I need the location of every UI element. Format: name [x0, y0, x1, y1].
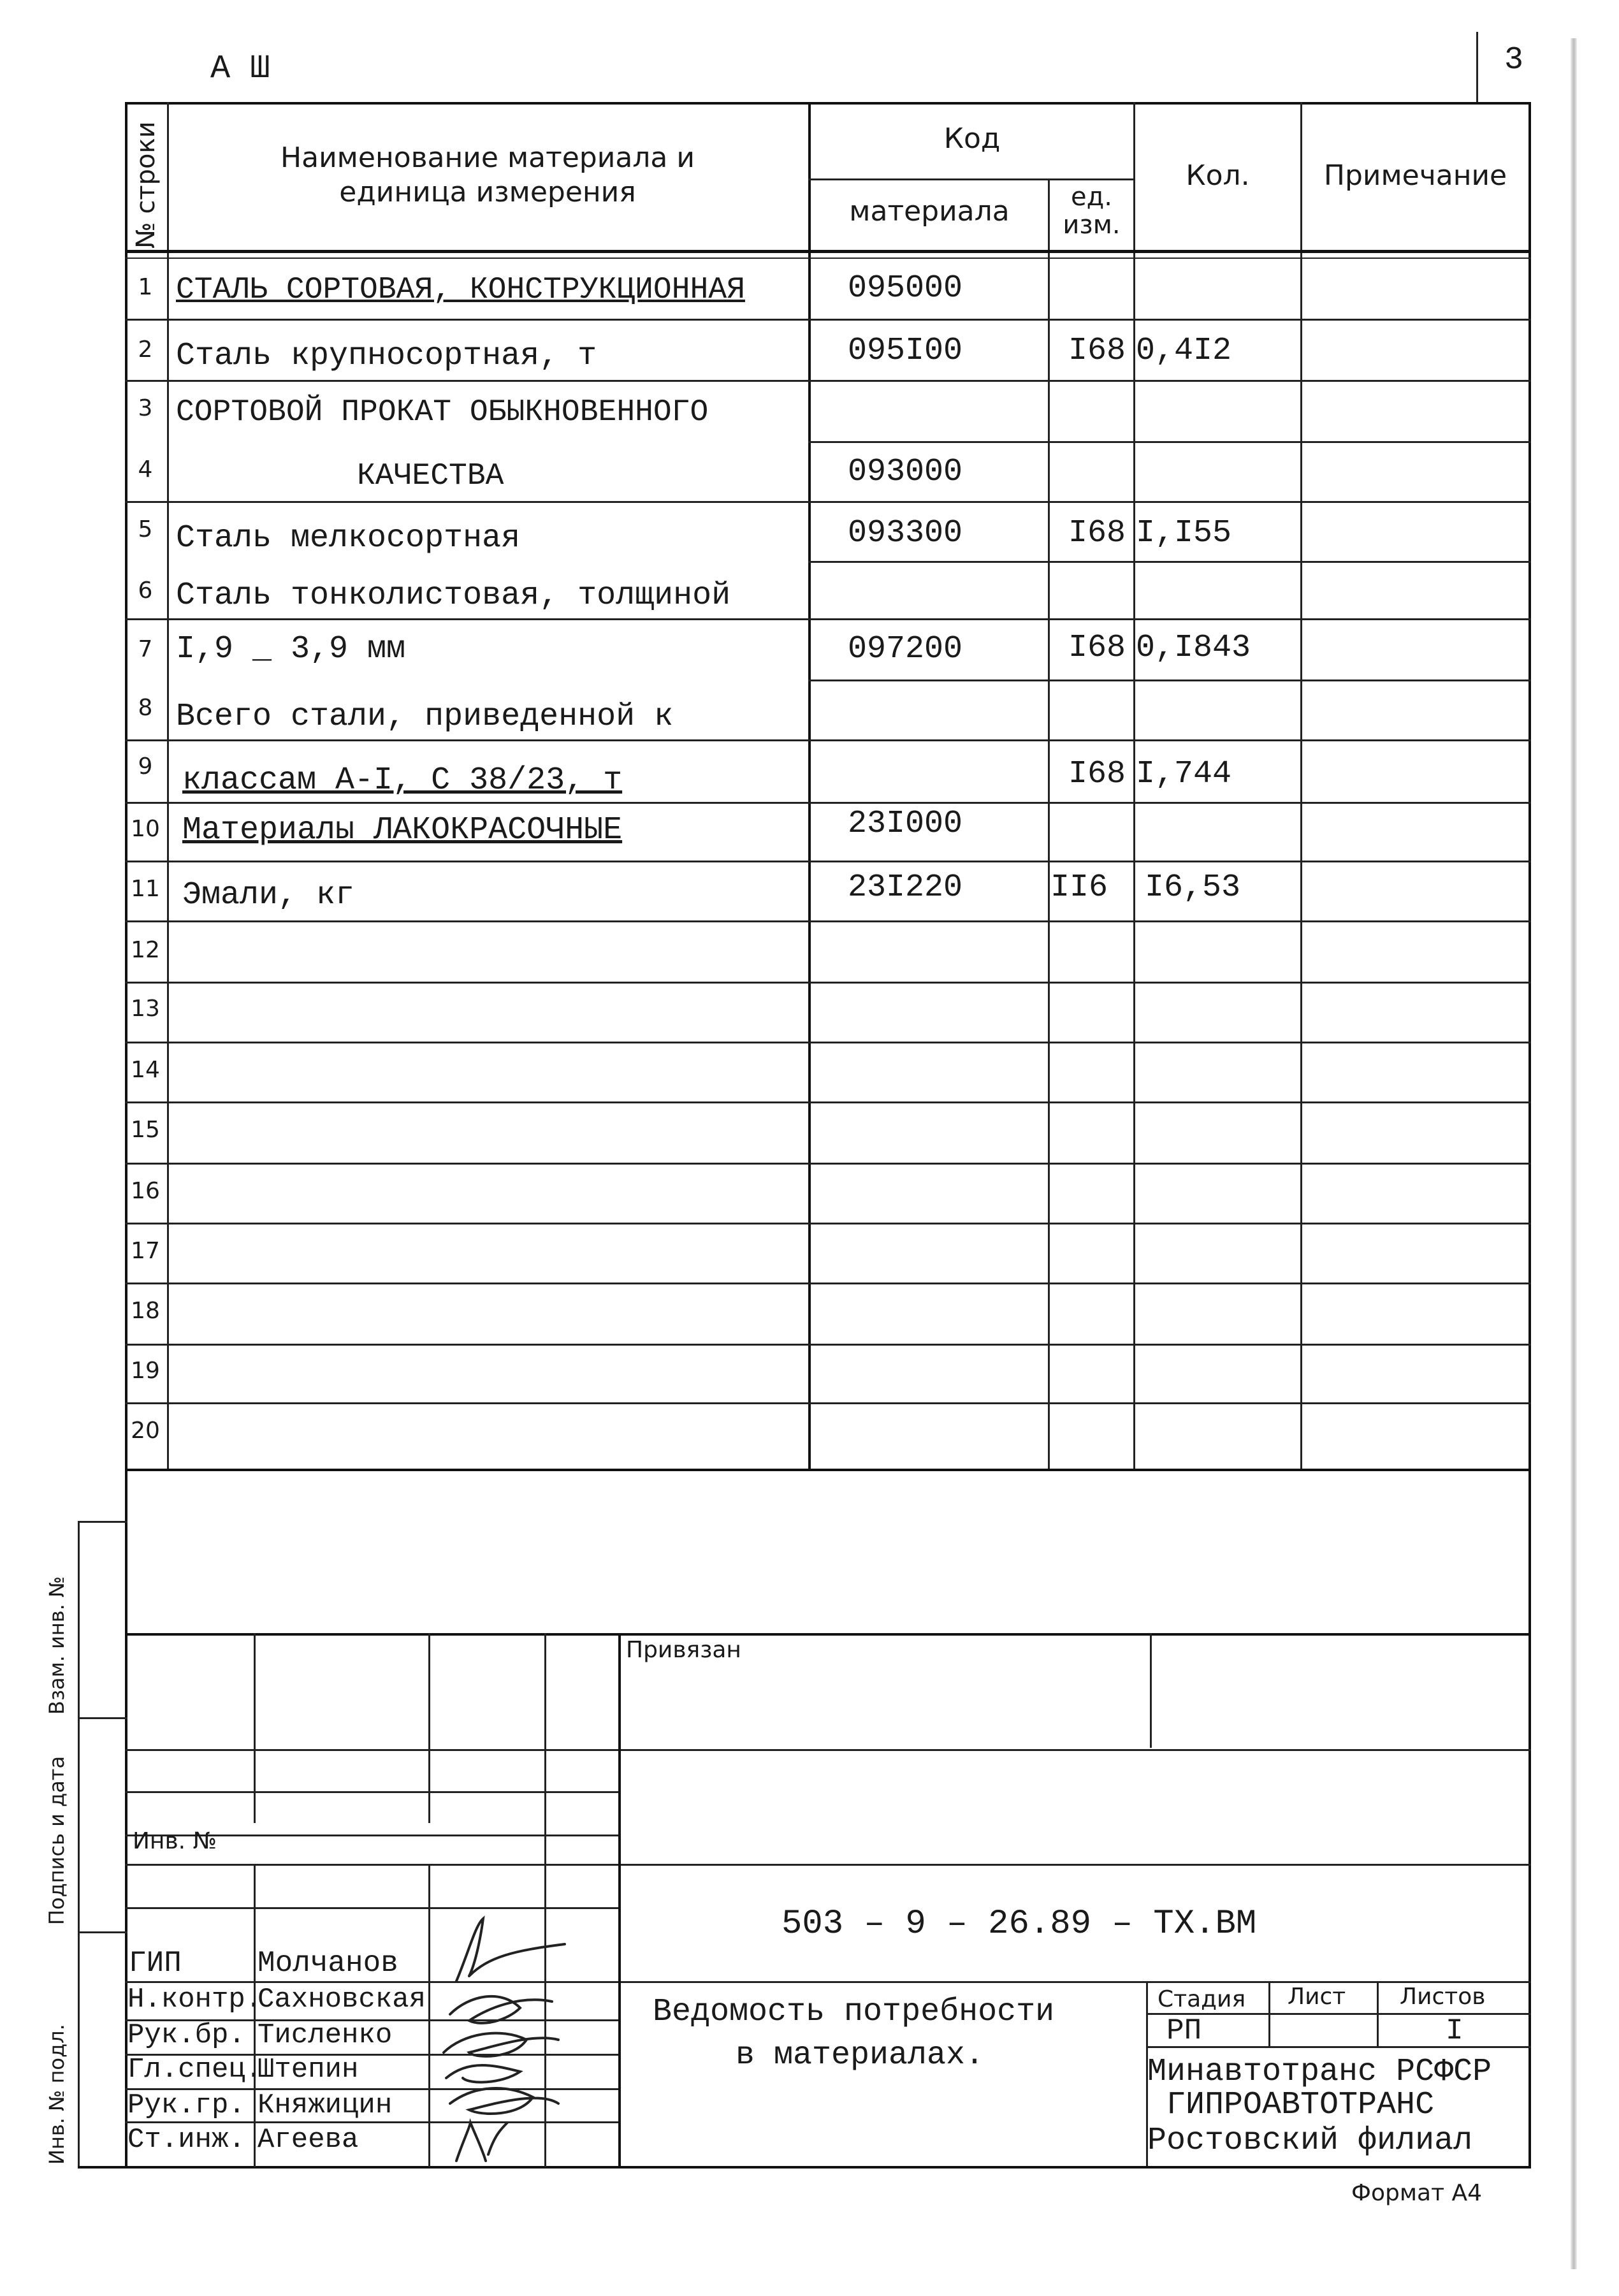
material-unit: I68 [1068, 630, 1126, 666]
row-number: 13 [131, 996, 160, 1022]
scan-edge [1571, 38, 1577, 2269]
sheet-label: Лист [1288, 1984, 1346, 2010]
document-title-line2: в материалах. [736, 2037, 985, 2074]
material-qty: I6,53 [1145, 869, 1241, 906]
material-name: Эмали, кг [182, 877, 355, 913]
sheets-value: I [1446, 2014, 1463, 2047]
role-rukbr: Рук.бр. [127, 2019, 245, 2051]
role-rukgr: Рук.гр. [127, 2089, 245, 2121]
row-number: 11 [131, 876, 160, 902]
name-rukbr: Тисленко [258, 2019, 393, 2051]
row-number: 4 [138, 456, 153, 483]
material-code: 23I220 [848, 869, 963, 906]
row-number: 2 [138, 337, 153, 363]
page-number: 3 [1504, 42, 1524, 78]
material-name: Сталь мелкосортная [176, 520, 521, 556]
document-title-line1: Ведомость потребности [653, 1994, 1055, 2030]
role-nkontr: Н.контр. [127, 1984, 263, 2016]
row-number: 12 [131, 937, 160, 963]
material-qty: 0,4I2 [1136, 333, 1232, 369]
header-row-no: № строки [131, 121, 161, 249]
material-name: Материалы ЛАКОКРАСОЧНЫЕ [182, 812, 623, 848]
material-unit: I68 [1068, 515, 1126, 551]
org-line1: Минавтотранс РСФСР [1147, 2054, 1492, 2090]
org-line3: Ростовский филиал [1147, 2123, 1473, 2159]
row-number: 15 [131, 1117, 160, 1143]
material-name: классам А-I, С 38/23, т [182, 762, 623, 799]
material-code: 23I000 [848, 806, 963, 842]
inv-no-label: Инв. № [133, 1828, 217, 1854]
material-code: 093300 [848, 515, 963, 551]
header-code: Код [943, 122, 1001, 155]
row-number: 18 [131, 1298, 160, 1324]
material-unit: II6 [1050, 869, 1108, 906]
name-nkontr: Сахновская [258, 1984, 426, 2016]
material-code: 093000 [848, 454, 963, 490]
header-qty: Кол. [1186, 159, 1250, 192]
role-stinzh: Ст.инж. [127, 2124, 245, 2156]
row-number: 20 [131, 1418, 160, 1444]
stage-value: РП [1166, 2014, 1202, 2047]
name-stinzh: Агеева [258, 2124, 359, 2156]
material-name: СТАЛЬ СОРТОВАЯ, КОНСТРУКЦИОННАЯ [176, 273, 745, 307]
row-number: 1 [138, 274, 153, 300]
row-number: 19 [131, 1358, 160, 1384]
row-number: 3 [138, 395, 153, 421]
header-note: Примечание [1323, 159, 1507, 192]
header-name-line1: Наименование материала и [280, 142, 695, 174]
material-qty: I,744 [1136, 756, 1232, 792]
material-qty: I,I55 [1136, 515, 1232, 551]
material-code: 095I00 [848, 333, 963, 369]
vzam-inv-label: Взам. инв. № [45, 1576, 69, 1715]
material-name: СОРТОВОЙ ПРОКАТ ОБЫКНОВЕННОГО [176, 395, 709, 430]
row-number: 5 [138, 516, 153, 542]
name-rukgr: Княжицин [258, 2089, 393, 2121]
material-unit: I68 [1068, 756, 1126, 792]
material-qty: 0,I843 [1136, 630, 1251, 666]
privyazan-label: Привязан [626, 1637, 741, 1663]
material-name: КАЧЕСТВА [357, 459, 504, 493]
header-unit-line1: ед. [1071, 182, 1112, 212]
corner-mark: А Ш [210, 50, 270, 87]
inv-podl-label: Инв. № подл. [45, 2024, 69, 2165]
format-label: Формат А4 [1351, 2180, 1483, 2206]
role-gip: ГИП [129, 1947, 182, 1980]
role-glspec: Гл.спец. [127, 2054, 263, 2086]
header-unit-line2: изм. [1063, 210, 1121, 240]
row-number: 9 [138, 753, 153, 780]
podpis-data-label: Подпись и дата [45, 1755, 69, 1925]
document-code: 503 – 9 – 26.89 – ТХ.ВМ [781, 1905, 1257, 1944]
name-glspec: Штепин [258, 2054, 359, 2086]
material-code: 097200 [848, 631, 963, 667]
material-name: I,9 _ 3,9 мм [176, 631, 406, 667]
row-number: 8 [138, 695, 153, 721]
stage-label: Стадия [1158, 1986, 1246, 2012]
material-code: 095000 [848, 270, 963, 307]
header-material: материала [849, 195, 1010, 228]
row-number: 14 [131, 1057, 160, 1083]
material-name: Сталь тонколистовая, толщиной [176, 578, 731, 614]
sheets-label: Листов [1400, 1984, 1486, 2010]
row-number: 10 [131, 816, 160, 842]
signature-scribbles [431, 1912, 584, 2167]
row-number: 16 [131, 1178, 160, 1204]
org-line2: ГИПРОАВТОТРАНС [1166, 2087, 1435, 2123]
row-number: 6 [138, 578, 153, 604]
material-name: Всего стали, приведенной к [176, 699, 674, 735]
row-number: 17 [131, 1238, 160, 1264]
material-name: Сталь крупносортная, т [176, 338, 597, 374]
name-gip: Молчанов [258, 1947, 398, 1980]
header-name-line2: единица измерения [339, 176, 636, 208]
material-unit: I68 [1068, 333, 1126, 369]
row-number: 7 [138, 636, 153, 662]
